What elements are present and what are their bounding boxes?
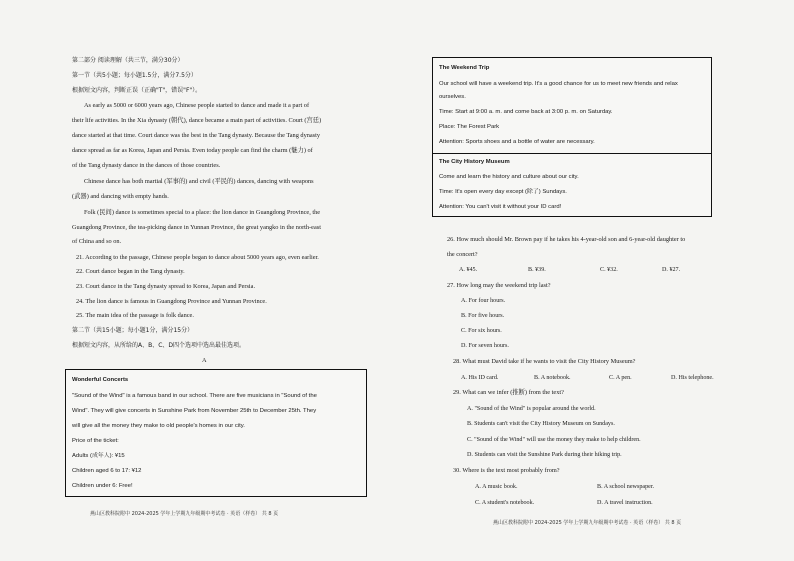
section1-instruction: 根据短文内容，判断正误（正确"T"，错误"F"）。 bbox=[72, 87, 202, 94]
passage-line: their life activities. In the Xia dynasty (朝代), dance became a main part of activities. Court (宫廷) bbox=[72, 117, 322, 124]
concert-title: Wonderful Concerts bbox=[72, 377, 129, 383]
museum-attention: Attention: You can't visit it without your ID card! bbox=[439, 204, 562, 210]
q29-option-c[interactable]: C. "Sound of the Wind" will use the money they make to help children. bbox=[467, 437, 641, 443]
q29-option-b[interactable]: B. Students can't visit the City History Museum on Sundays. bbox=[467, 421, 615, 427]
question-26: 26. How much should Mr. Brown pay if he takes his 4-year-old son and 6-year-old daughter to bbox=[447, 236, 686, 243]
price-adults: Adults (成年人): ¥15 bbox=[72, 453, 125, 459]
passage-line: of the Tang dynasty dance in the dances of those countries. bbox=[72, 162, 221, 169]
passage-line: (武器) and dancing with empty hands. bbox=[72, 193, 169, 200]
q28-option-b[interactable]: B. A notebook. bbox=[534, 375, 571, 381]
question-29: 29. What can we infer (推断) from the text? bbox=[453, 389, 564, 396]
left-footer: 燕山区教科院附中 2024-2025 学年上学期九年级期中考试卷 · 英语（样卷） 共 8 页 bbox=[90, 511, 279, 517]
section1-header: 第一节（共5小题；每小题1.5分，满分7.5分） bbox=[72, 72, 197, 79]
q30-option-a[interactable]: A. A music book. bbox=[475, 484, 518, 490]
museum-line: Come and learn the history and culture about our city. bbox=[439, 174, 579, 180]
statement-23: 23. Court dance in the Tang dynasty spread to Korea, Japan and Persia. bbox=[76, 283, 256, 290]
museum-title: The City History Museum bbox=[439, 159, 510, 165]
concert-line: Wind". They will give concerts in Sunshine Park from November 25th to December 25th. They bbox=[72, 408, 317, 414]
passage-line: Folk (民间) dance is sometimes special to a place: the lion dance in Guangdong Province, the bbox=[84, 209, 321, 216]
q30-option-b[interactable]: B. A school newspaper. bbox=[597, 484, 655, 490]
trip-title: The Weekend Trip bbox=[439, 65, 490, 71]
q28-option-c[interactable]: C. A pen. bbox=[609, 375, 632, 381]
trip-place: Place: The Forest Park bbox=[439, 124, 500, 130]
q26-option-b[interactable]: B. ¥39. bbox=[528, 267, 546, 273]
statement-22: 22. Court dance began in the Tang dynasty. bbox=[76, 268, 185, 275]
passage-line: of China and so on. bbox=[72, 238, 122, 245]
q26-option-c[interactable]: C. ¥32. bbox=[600, 267, 618, 273]
passage-line: Chinese dance has both martial (军事的) and civil (平民的) dances, dancing with weapons bbox=[84, 178, 314, 185]
q29-option-d[interactable]: D. Students can visit the Sunshine Park during their hiking trip. bbox=[467, 452, 622, 458]
question-27: 27. How long may the weekend trip last? bbox=[447, 282, 551, 289]
q27-option-d[interactable]: D. For seven hours. bbox=[461, 343, 509, 349]
section2-instruction: 根据短文内容，从所给的A、B、C、D四个选项中选出最佳选项。 bbox=[72, 342, 246, 349]
q26-option-d[interactable]: D. ¥27. bbox=[662, 267, 681, 273]
q28-option-d[interactable]: D. His telephone. bbox=[671, 375, 714, 381]
section2-header: 第二节（共15小题；每小题1分，满分15分） bbox=[72, 327, 194, 334]
box-divider bbox=[433, 153, 711, 154]
trip-line: Our school will have a weekend trip. It's a good chance for us to meet new friends and relax bbox=[439, 81, 678, 87]
passage-line: As early as 5000 or 6000 years ago, Chinese people started to dance and made it a part of bbox=[84, 102, 310, 109]
q27-option-b[interactable]: B. For five hours. bbox=[461, 313, 505, 319]
concert-line: "Sound of the Wind" is a famous band in our school. There are five musicians in "Sound of the bbox=[72, 393, 317, 399]
q28-option-a[interactable]: A. His ID card. bbox=[461, 375, 499, 381]
trip-line: ourselves. bbox=[439, 94, 466, 100]
concert-line: will give all the money they make to old people's homes in our city. bbox=[72, 423, 245, 429]
trip-attention: Attention: Sports shoes and a bottle of water are necessary. bbox=[439, 139, 595, 145]
question-26-cont: the concert? bbox=[447, 251, 478, 258]
q30-option-d[interactable]: D. A travel instruction. bbox=[597, 500, 653, 506]
ticket-price-label: Price of the ticket: bbox=[72, 438, 119, 444]
concert-box bbox=[65, 369, 367, 497]
right-page bbox=[397, 0, 794, 561]
q30-option-c[interactable]: C. A student's notebook. bbox=[475, 500, 535, 506]
museum-time: Time: It's open every day except (除了) Sundays. bbox=[439, 189, 567, 195]
trip-time: Time: Start at 9:00 a. m. and come back at 3:00 p. m. on Saturday. bbox=[439, 109, 613, 115]
right-footer: 燕山区教科院附中 2024-2025 学年上学期九年级期中考试卷 · 英语（样卷） 共 8 页 bbox=[493, 520, 682, 526]
statement-25: 25. The main idea of the passage is folk dance. bbox=[76, 312, 194, 319]
passage-line: dance spread as far as Korea, Japan and Persia. Even today people can find the charm (魅力) of bbox=[72, 147, 313, 154]
statement-24: 24. The lion dance is famous in Guangdong Province and Yunnan Province. bbox=[76, 298, 267, 305]
statement-21: 21. According to the passage, Chinese people began to dance about 5000 years ago, even earlier. bbox=[76, 254, 319, 261]
q29-option-a[interactable]: A. "Sound of the Wind" is popular around the world. bbox=[467, 406, 596, 412]
question-30: 30. Where is the text most probably from? bbox=[453, 467, 560, 474]
passage-line: Guangdong Province, the tea-picking dance in Yunnan Province, the great yangko in the north-east bbox=[72, 224, 321, 231]
price-under-six: Children under 6: Free! bbox=[72, 483, 133, 489]
q27-option-a[interactable]: A. For four hours. bbox=[461, 298, 506, 304]
question-28: 28. What must David take if he wants to visit the City History Museum? bbox=[453, 358, 636, 365]
q27-option-c[interactable]: C. For six hours. bbox=[461, 328, 502, 334]
price-children: Children aged 6 to 17: ¥12 bbox=[72, 468, 142, 474]
q26-option-a[interactable]: A. ¥45. bbox=[459, 267, 478, 273]
passage-line: dance started at that time. Court dance was the best in the Tang dynasty. Because the Tang dynasty bbox=[72, 132, 321, 139]
passage-label: A bbox=[202, 357, 207, 364]
part2-header: 第二部分 阅读理解（共三节，满分30分） bbox=[72, 57, 184, 64]
notice-box bbox=[432, 57, 712, 217]
